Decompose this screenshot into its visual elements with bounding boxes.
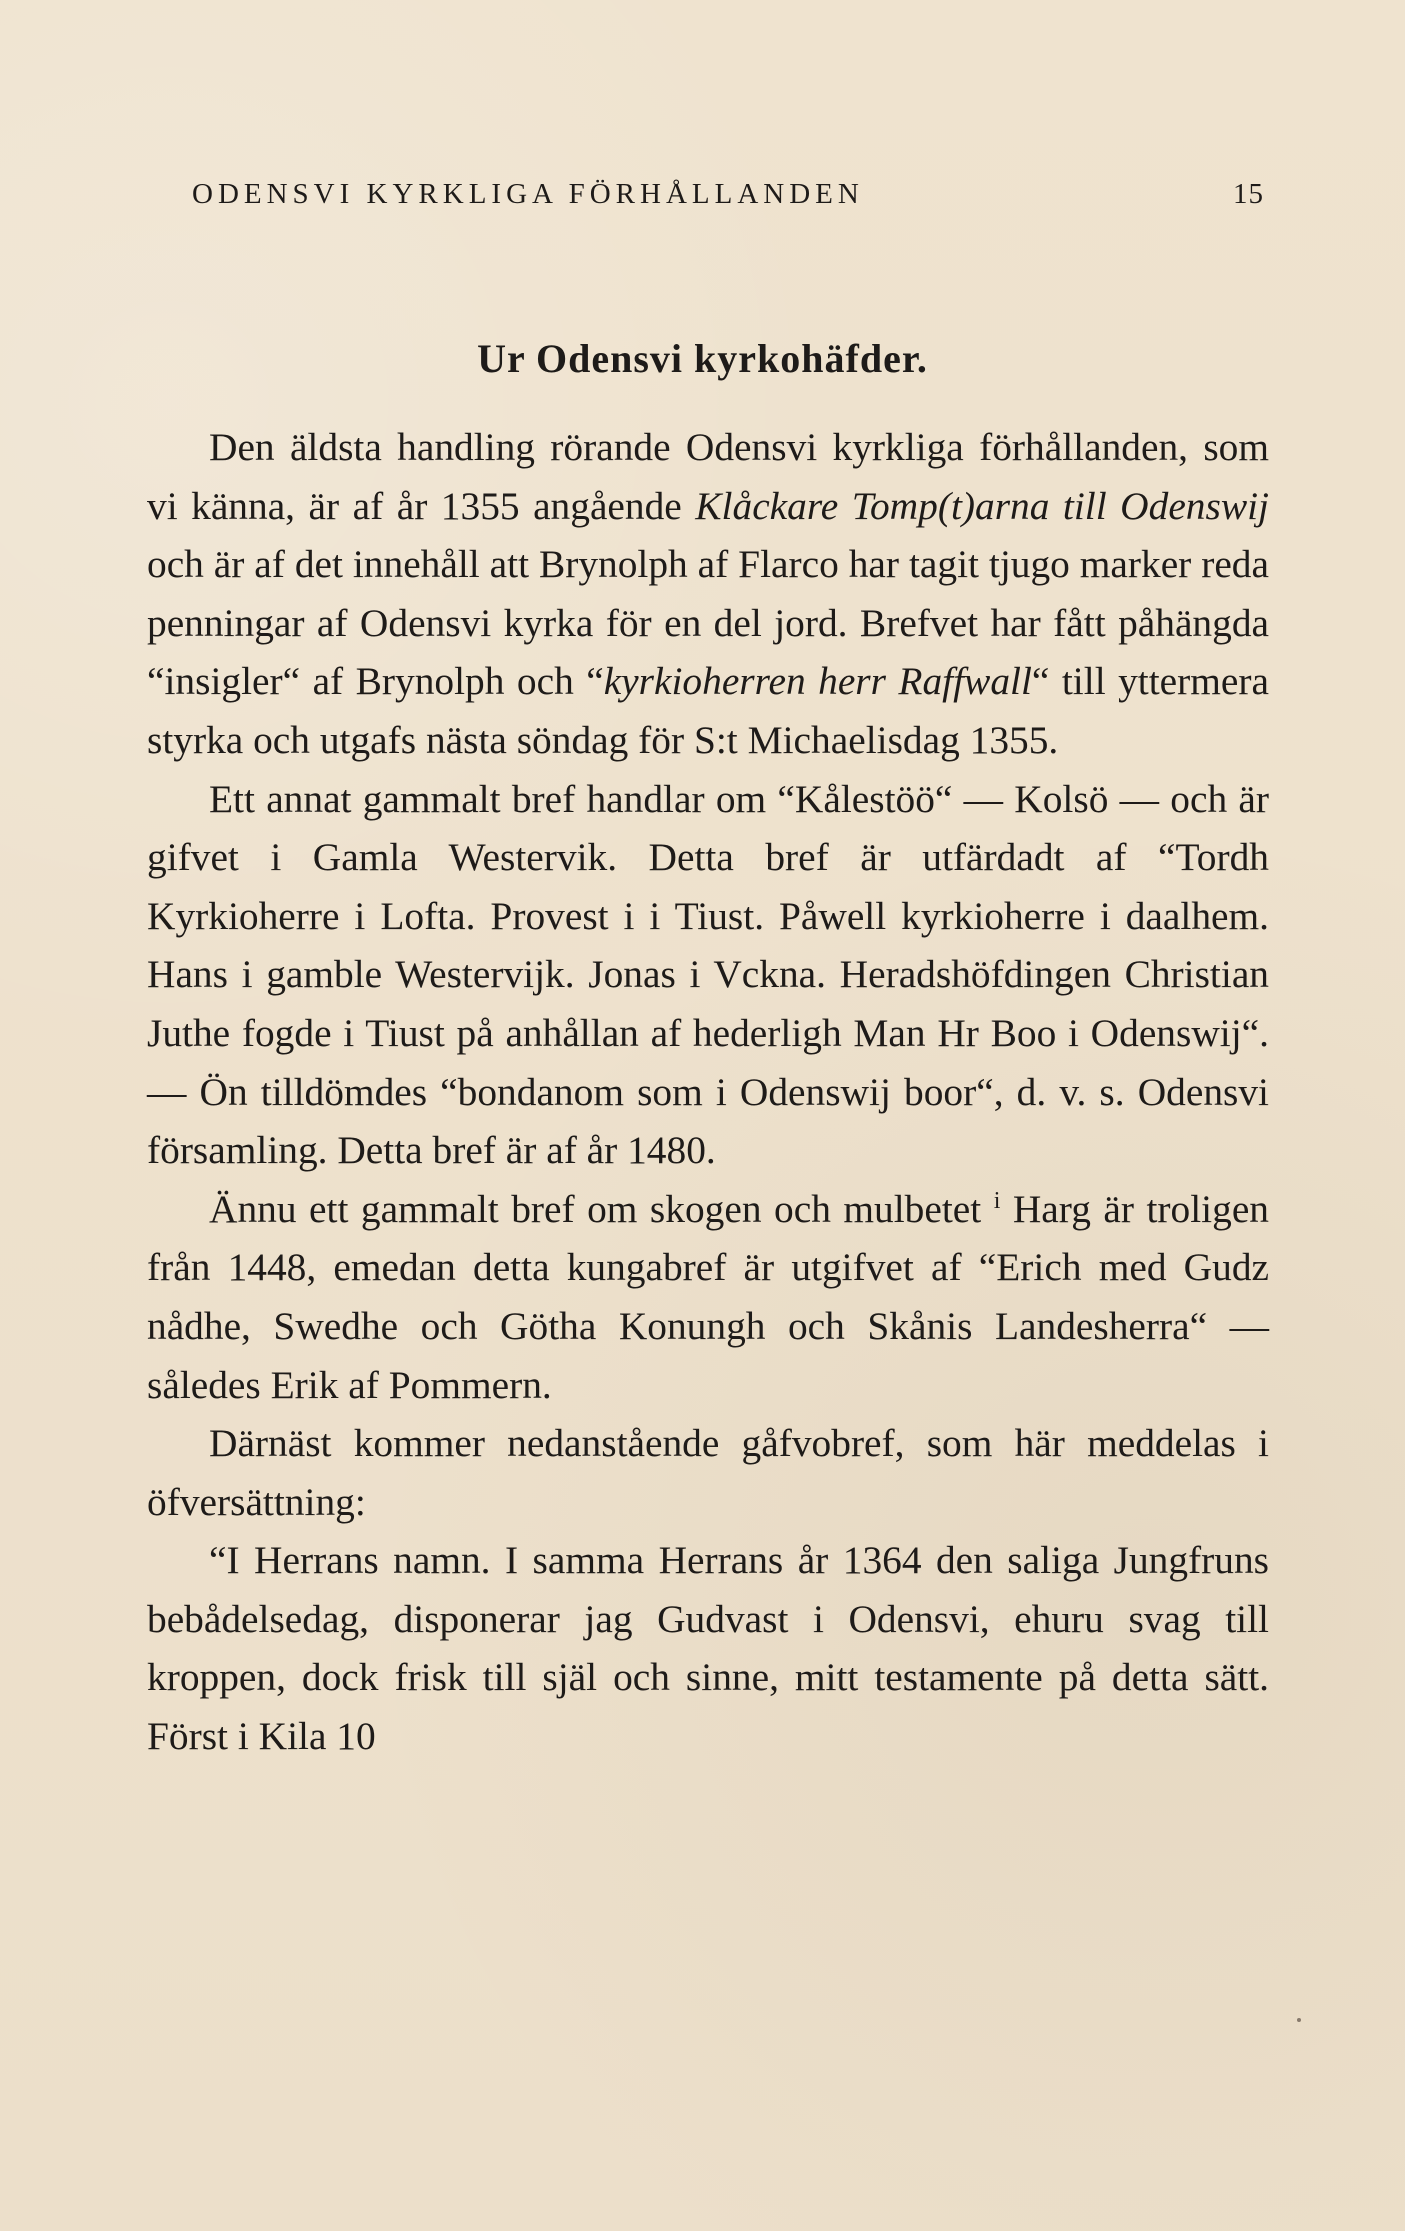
paragraph-1-text-2: och är af det innehåll att Brynolph af Flarco har tagit tjugo marker reda penningar af Odensvi kyrka för en del jord. Brefvet har fått påhängda “insigler“ af Brynolph och “ xyxy=(147,542,1269,704)
paragraph-2 xyxy=(147,770,1269,1180)
paragraph-3-superscript: i xyxy=(993,1187,1001,1214)
paragraph-4 xyxy=(147,1414,1269,1531)
paragraph-3-text-1: Ännu ett gammalt bref om skogen och mulbetet xyxy=(209,1186,994,1231)
paragraph-1-text-1: Den äldsta handling rörande Odensvi kyrkliga förhållanden, som vi känna, är af år 1355 angående xyxy=(147,425,1269,528)
paragraph-2-text: Ett annat gammalt bref handlar om “Kålestöö“ — Kolsö — och är gifvet i Gamla Westervik. Detta bref är utfärdadt af “Tordh Kyrkioherre i Lofta. Provest i i Tiust. Påwell kyrkioherre i daalhem. Hans i gamble Westervijk. Jonas i Vckna. Heradshöfdingen Christian Juthe fogde i Tiust på anhållan af hederligh Man Hr Boo i Odenswij“. — Ön tilldömdes “bondanom som i Odenswij boor“, d. v. s. Odensvi församling. Detta bref är af år 1480. xyxy=(147,776,1269,1173)
paragraph-1-italic-2: kyrkioherren herr Raffwall xyxy=(603,659,1032,704)
page-number: 15 xyxy=(1233,177,1264,210)
section-title: Ur Odensvi kyrkohäfder. xyxy=(477,336,928,381)
paragraph-5-text: “I Herrans namn. I samma Herrans år 1364 den saliga Jungfruns bebådelsedag, disponerar jag Gudvast i Odensvi, ehuru svag till kroppen, dock frisk till själ och sinne, mitt testamente på detta sätt. Först i Kila 10 xyxy=(147,1538,1269,1759)
paragraph-5 xyxy=(147,1531,1269,1765)
paragraph-4-text: Därnäst kommer nedanstående gåfvobref, som här meddelas i öfversättning: xyxy=(147,1421,1269,1524)
paragraph-3 xyxy=(147,1180,1269,1414)
page-header xyxy=(192,168,1262,220)
paragraph-1 xyxy=(147,418,1269,770)
paragraph-1-text-3: “ till yttermera styrka och utgafs nästa söndag för S:t Michaelisdag 1355. xyxy=(147,659,1269,762)
paper-speck xyxy=(1297,2018,1301,2022)
paragraph-1-italic-1: Klåckare Tomp(t)arna till Odenswij xyxy=(695,483,1269,528)
running-header-title: ODENSVI KYRKLIGA FÖRHÅLLANDEN xyxy=(192,177,864,210)
body-text xyxy=(147,418,1269,2068)
paragraph-3-text-2: Harg är troligen från 1448, emedan detta kungabref är utgifvet af “Erich med Gudz nådhe, Swedhe och Götha Konungh och Skånis Landesherra“ — således Erik af Pommern. xyxy=(147,1186,1269,1407)
